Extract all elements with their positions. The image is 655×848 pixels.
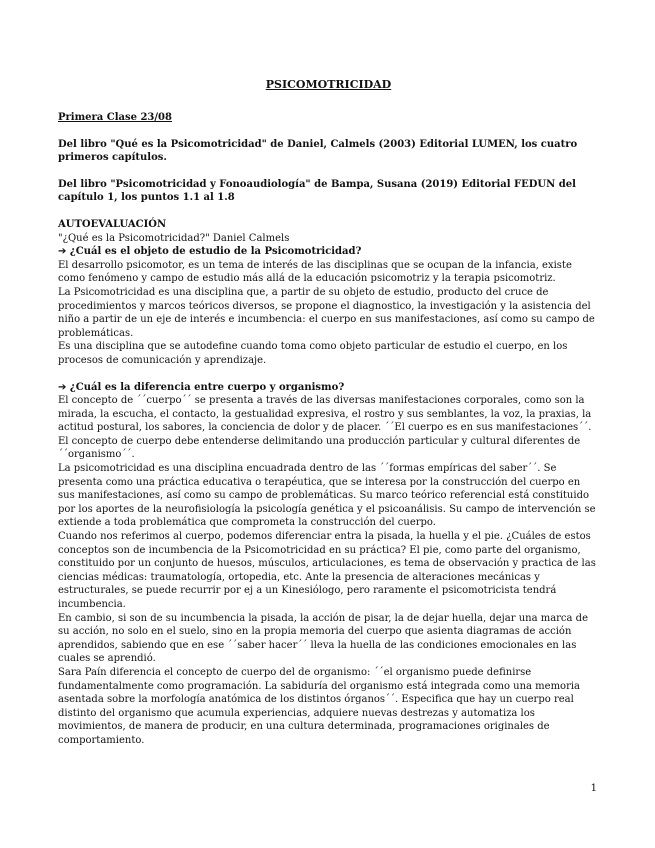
question-1-text: ¿Cuál es el objeto de estudio de la Psicomotricidad?	[69, 246, 362, 258]
autoeval-heading: AUTOEVALUACIÓN	[58, 218, 167, 230]
spacer	[58, 368, 599, 381]
page-number: 1	[590, 783, 597, 794]
q1-paragraph: El desarrollo psicomotor, es un tema de interés de las disciplinas que se ocupan de la infancia, existe como fenómeno y campo de estudio más allá de la educación psicomotriz y la terapia psicomotriz.	[58, 259, 572, 285]
q1-paragraph: La Psicomotricidad es una disciplina que, a partir de su objeto de estudio, producto del cruce de procedimientos y marcos teóricos diversos, se propone el diagnostico, la investigación y la asistencia del niño a partir de un eje de interés e incumbencia: el cuerpo en sus manifestaciones, así como su campo de problemáticas.	[58, 286, 595, 339]
reference-2: Del libro "Psicomotricidad y Fonoaudiología" de Bampa, Susana (2019) Editorial FEDUN del capítulo 1, los puntos 1.1 al 1.8	[58, 178, 576, 204]
spacer	[58, 205, 599, 218]
q2-paragraph: Cuando nos referimos al cuerpo, podemos diferenciar entra la pisada, la huella y el pie. ¿Cuáles de estos conceptos son de incumbencia de la Psicomotricidad en su práctica? El pie, como parte del organismo, constituido por un conjunto de huesos, músculos, articulaciones, es tema de observación y practica de las ciencias médicas: traumatología, ortopedia, etc. Ante la presencia de alteraciones mecánicas y estructurales, se puede recurrir por ej a un Kinesiólogo, pero raramente el psicomotricista tendrá incumbencia.	[58, 531, 596, 610]
spacer	[58, 125, 599, 138]
q2-paragraph: El concepto de ´´cuerpo´´ se presenta a través de las diversas manifestaciones corporales, como son la mirada, la escucha, el contacto, la gestualidad expresiva, el rostro y sus semblantes, la voz, la praxias, la actitud postural, los sabores, la conciencia de dolor y de placer. ´´El cuerpo es en sus manifestaciones´´. El concepto de cuerpo debe entenderse delimitando una producción particular y cultural diferentes de ´´organismo´´.	[58, 395, 592, 461]
question-1	[58, 245, 599, 259]
q2-paragraph: La psicomotricidad es una disciplina encuadrada dentro de las ´´formas empíricas del saber´´. Se presenta como una práctica educativa o terapéutica, que se interesa por la construcción del cuerpo en sus manifestaciones, así como su campo de problemáticas. Su marco teórico referencial está constituido por los aportes de la neurofisiología la psicología genética y el psicoanálisis. Su campo de intervención se extiende a toda problemática que comprometa la construcción del cuerpo.	[58, 463, 596, 529]
q1-paragraph: Es una disciplina que se autodefine cuando toma como objeto particular de estudio el cuerpo, en los procesos de comunicación y aprendizaje.	[58, 341, 568, 366]
class-heading: Primera Clase 23/08	[58, 112, 172, 123]
autoeval-subtitle: "¿Qué es la Psicomotricidad?" Daniel Calmels	[58, 232, 290, 244]
document-title: PSICOMOTRICIDAD	[265, 78, 392, 91]
question-2	[58, 381, 599, 395]
arrow-icon: ➔	[58, 246, 67, 258]
arrow-icon: ➔	[58, 381, 67, 393]
q2-paragraph: En cambio, si son de su incumbencia la pisada, la acción de pisar, la de dejar huella, dejar una marca de su acción, no solo en el suelo, sino en la propia memoria del cuerpo que asienta diagramas de acción aprendidos, sabiendo que en ese ´´saber hacer´´ lleva la huella de las condiciones emocionales en las cuales se aprendió.	[58, 612, 588, 665]
spacer	[58, 165, 599, 178]
reference-1: Del libro "Qué es la Psicomotricidad" de Daniel, Calmels (2003) Editorial LUMEN, los cuatro primeros capítulos.	[58, 138, 578, 164]
q2-paragraph: Sara Paín diferencia el concepto de cuerpo del de organismo: ´´el organismo puede definirse fundamentalmente como programación. La sabiduría del organismo está integrada como una memoria asentada sobre la morfología anatómica de los distintos órganos´´. Especifica que hay un cuerpo real distinto del organismo que acumula experiencias, adquiere nuevas destrezas y automatiza los movimientos, de manera de producir, en una cultura determinada, programaciones originales de comportamiento.	[58, 666, 581, 746]
question-2-text: ¿Cuál es la diferencia entre cuerpo y organismo?	[69, 381, 345, 393]
